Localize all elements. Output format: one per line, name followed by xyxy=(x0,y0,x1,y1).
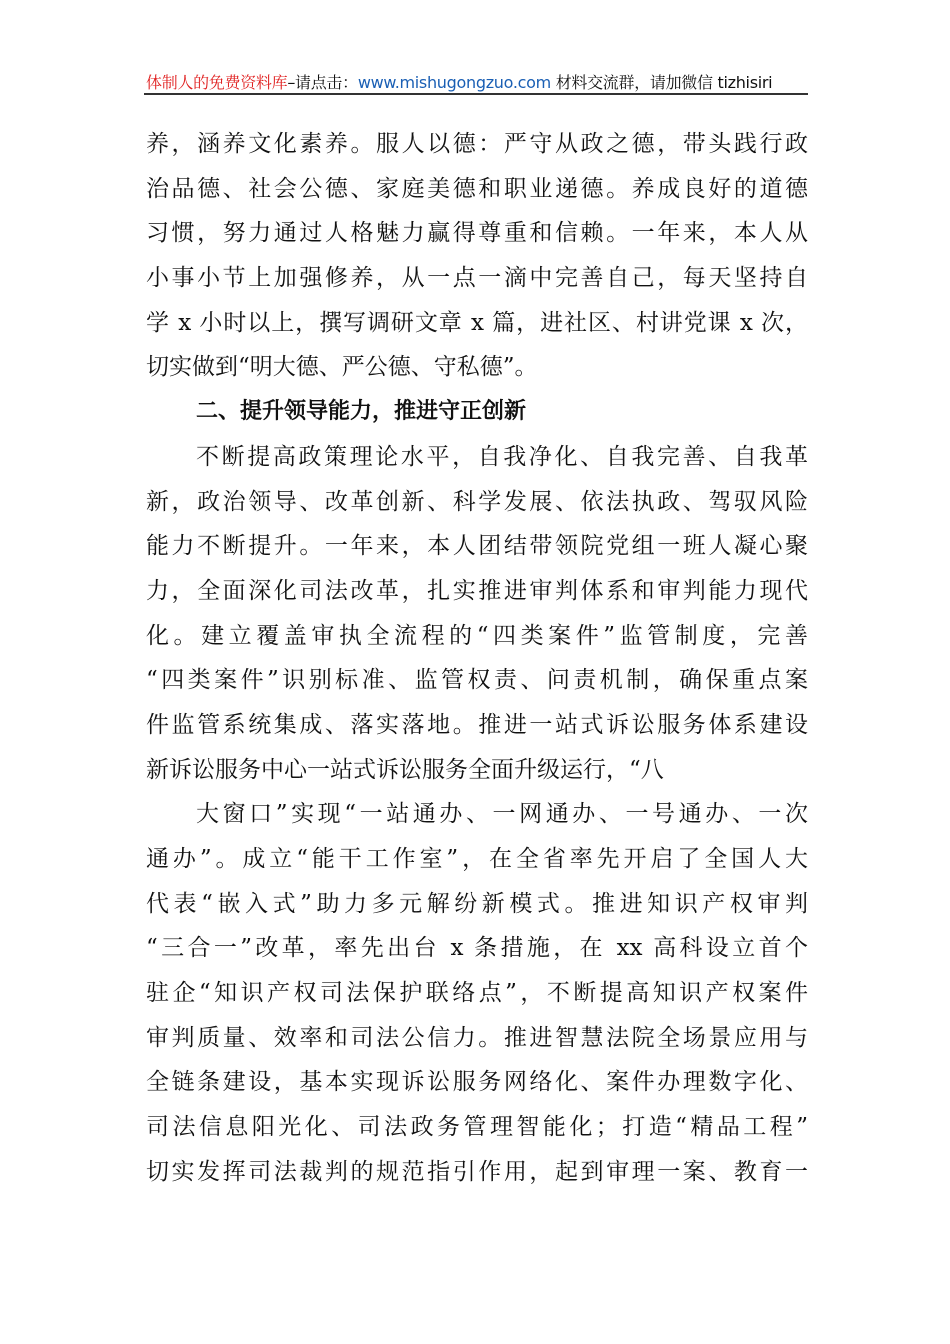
text-line: 司法信息阳光化、司法政务管理智能化；打造“精品工程” xyxy=(146,1114,808,1141)
header-note: 材料交流群，请加微信 tizhisiri xyxy=(555,73,773,92)
section-heading: 二、提升领导能力，推进守正创新 xyxy=(196,399,527,425)
text-line: 能力不断提升。一年来，本人团结带领院党组一班人凝心聚 xyxy=(146,533,808,560)
text-line: 审判质量、效率和司法公信力。推进智慧法院全场景应用与 xyxy=(146,1024,808,1051)
text-line: 养，涵养文化素养。服人以德：严守从政之德，带头践行政 xyxy=(146,131,808,157)
text-line: 新诉讼服务中心一站式诉讼服务全面升级运行，“八 xyxy=(146,756,664,783)
text-line: 新，政治领导、改革创新、科学发展、依法执政、驾驭风险 xyxy=(146,488,808,515)
header-brand: 体制人的免费资料库 xyxy=(146,73,288,92)
text-line: 化。建立覆盖审执全流程的“四类案件”监管制度，完善 xyxy=(146,622,808,649)
text-line: 习惯，努力通过人格魅力赢得尊重和信赖。一年来，本人从 xyxy=(146,220,808,247)
text-line: 不断提高政策理论水平，自我净化、自我完善、自我革 xyxy=(196,443,808,470)
text-line: 切实做到“明大德、严公德、守私德”。 xyxy=(146,354,538,381)
text-line: “三合一”改革，率先出台 x 条措施，在 xx 高科设立首个 xyxy=(146,935,808,962)
header-prompt: –请点击： xyxy=(287,73,358,92)
text-line: 学 x 小时以上，撰写调研文章 x 篇，进社区、村讲党课 x 次， xyxy=(146,309,808,336)
text-line: 全链条建设，基本实现诉讼服务网络化、案件办理数字化、 xyxy=(146,1069,808,1096)
text-line: 大窗口”实现“一站通办、一网通办、一号通办、一次 xyxy=(196,801,808,828)
page-header-banner xyxy=(146,70,806,93)
text-line: 力，全面深化司法改革，扎实推进审判体系和审判能力现代 xyxy=(146,577,808,604)
header-divider xyxy=(144,93,808,95)
document-body xyxy=(146,122,808,1195)
text-line: 通办”。成立“能干工作室”，在全省率先开启了全国人大 xyxy=(146,846,808,872)
text-line: 件监管系统集成、落实落地。推进一站式诉讼服务体系建设 xyxy=(146,711,808,738)
text-line: 驻企“知识产权司法保护联络点”，不断提高知识产权案件 xyxy=(146,980,808,1007)
header-url-link[interactable]: www.mishugongzuo.com xyxy=(357,73,551,92)
text-line: 切实发挥司法裁判的规范指引作用，起到审理一案、教育一 xyxy=(146,1158,808,1185)
text-line: 代表“嵌入式”助力多元解纷新模式。推进知识产权审判 xyxy=(146,890,808,917)
text-line: “四类案件”识别标准、监管权责、问责机制，确保重点案 xyxy=(146,667,808,694)
text-line: 治品德、社会公德、家庭美德和职业递德。养成良好的道德 xyxy=(146,175,808,202)
text-line: 小事小节上加强修养，从一点一滴中完善自己，每天坚持自 xyxy=(146,265,808,292)
